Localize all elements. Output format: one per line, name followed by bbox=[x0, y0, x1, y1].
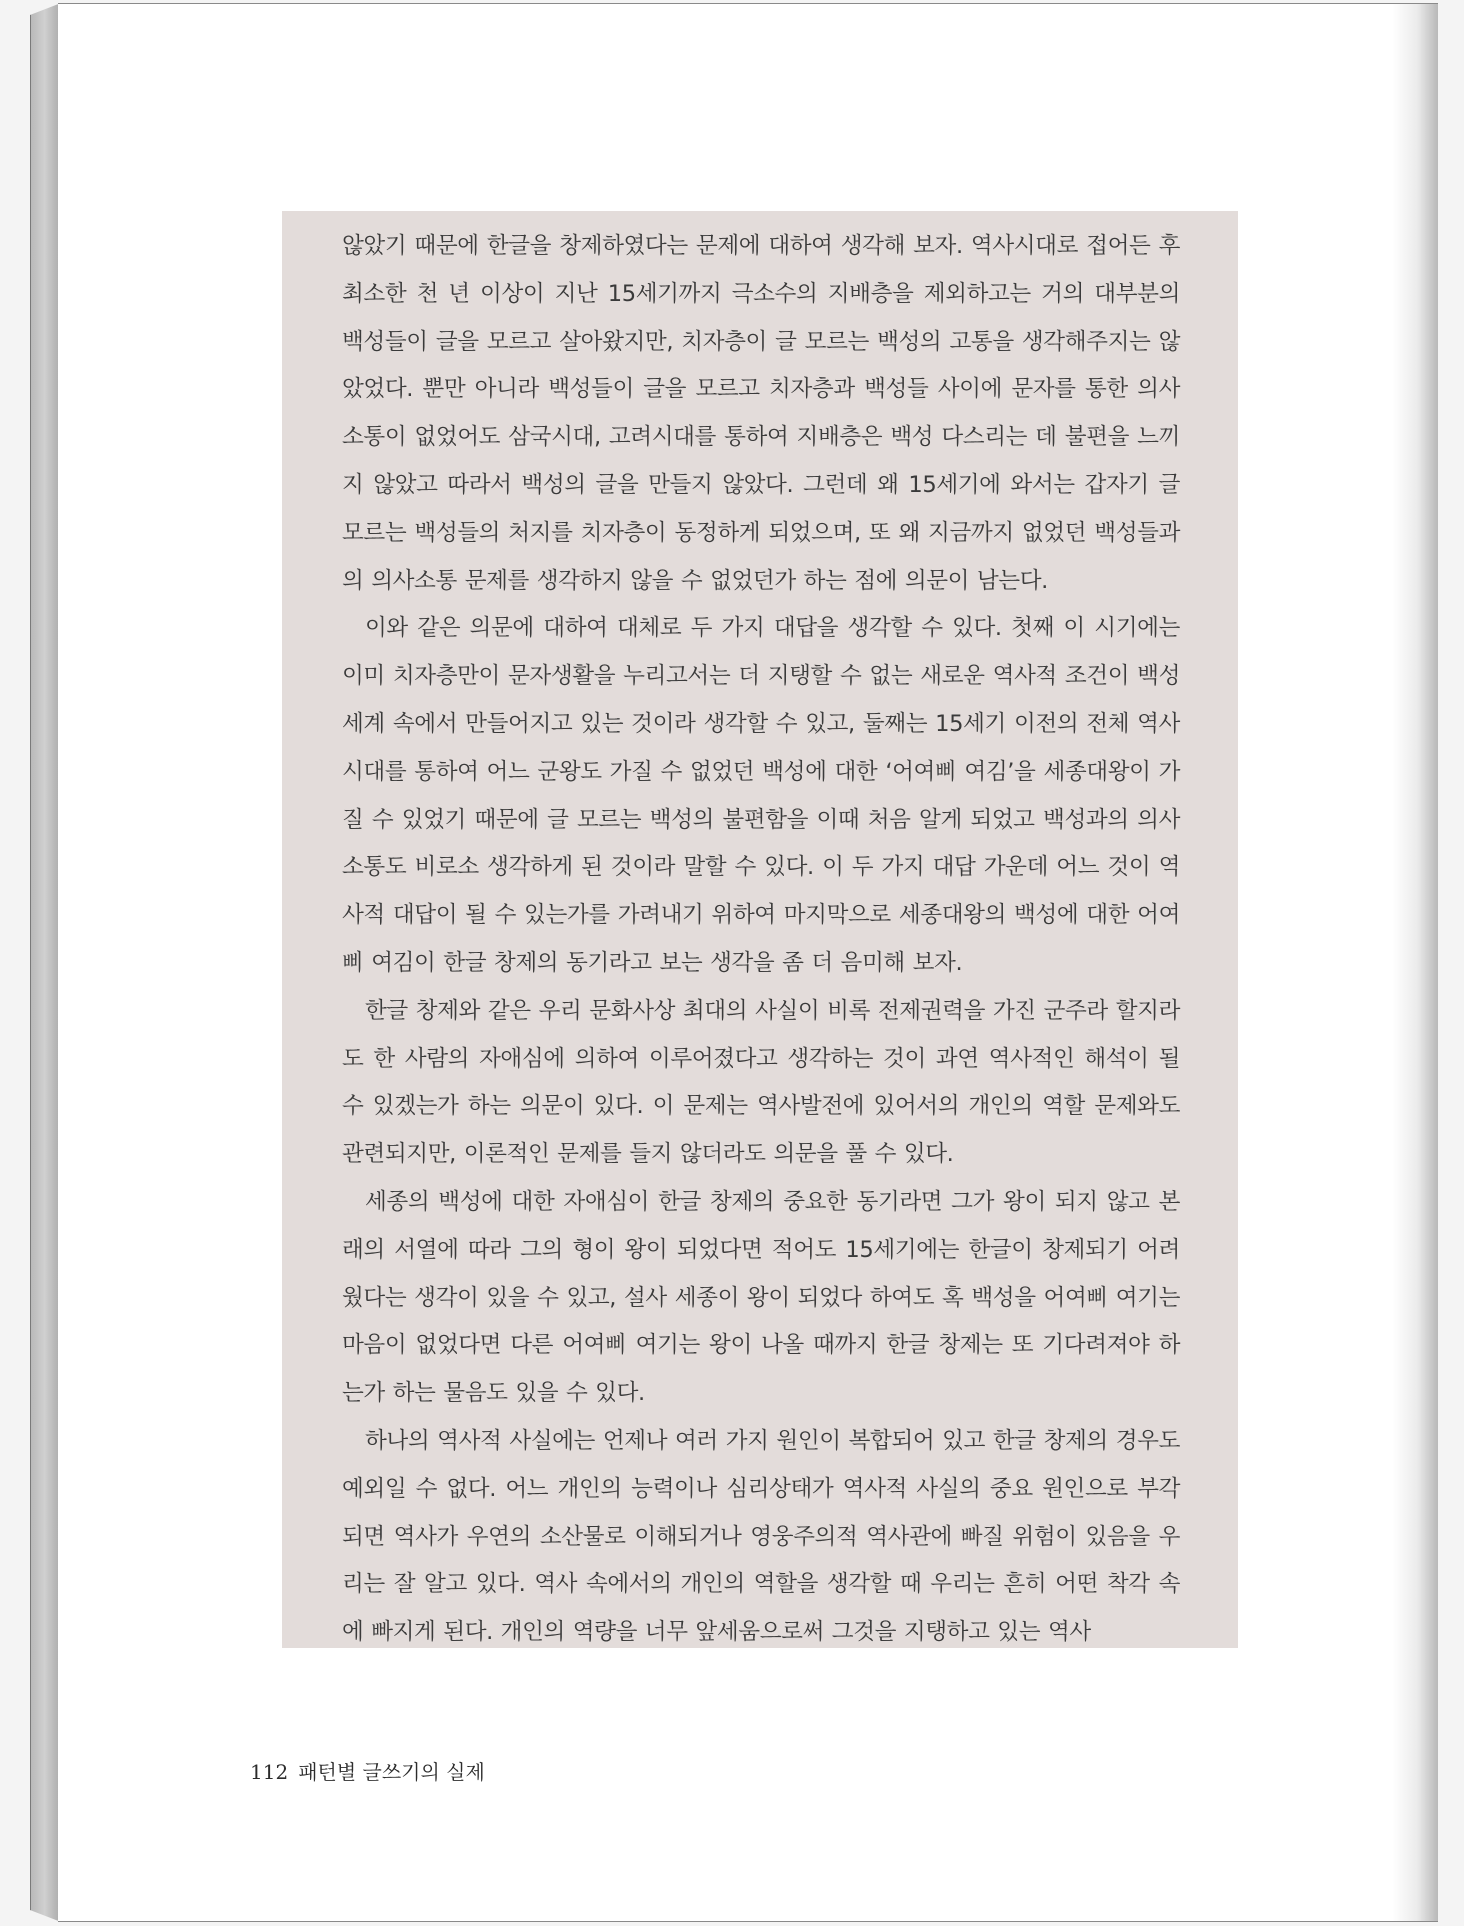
paragraph-3: 한글 창제와 같은 우리 문화사상 최대의 사실이 비록 전제권력을 가진 군주라 할지라도 한 사람의 자애심에 의하여 이루어졌다고 생각하는 것이 과연 역사적인 해석이 될 수 있겠는가 하는 의문이 있다. 이 문제는 역사발전에 있어서의 개인의 역할 문제와도 관련되지만, 이론적인 문제를 들지 않더라도 의문을 풀 수 있다. bbox=[342, 997, 1180, 1168]
paragraph-5: 하나의 역사적 사실에는 언제나 여러 가지 원인이 복합되어 있고 한글 창제의 경우도 예외일 수 없다. 어느 개인의 능력이나 심리상태가 역사적 사실의 중요 원인으로 부각되면 역사가 우연의 소산물로 이해되거나 영웅주의적 역사관에 빠질 위험이 있음을 우리는 잘 알고 있다. 역사 속에서의 개인의 역할을 생각할 때 우리는 흔히 어떤 착각 속에 빠지게 된다. 개인의 역량을 너무 앞세움으로써 그것을 지탱하고 있는 역사 bbox=[342, 1427, 1180, 1646]
page-number: 112 bbox=[250, 1760, 289, 1784]
paragraph-4: 세종의 백성에 대한 자애심이 한글 창제의 중요한 동기라면 그가 왕이 되지 않고 본래의 서열에 따라 그의 형이 왕이 되었다면 적어도 15세기에는 한글이 창제되기 어려웠다는 생각이 있을 수 있고, 설사 세종이 왕이 되었다 하여도 혹 백성을 어여삐 여기는 마음이 없었다면 다른 어여삐 여기는 왕이 나올 때까지 한글 창제는 또 기다려져야 하는가 하는 물음도 있을 수 있다. bbox=[342, 1188, 1180, 1407]
book-page bbox=[58, 3, 1438, 1922]
paragraph-1: 않았기 때문에 한글을 창제하였다는 문제에 대하여 생각해 보자. 역사시대로 접어든 후 최소한 천 년 이상이 지난 15세기까지 극소수의 지배층을 제외하고는 거의 대부분의 백성들이 글을 모르고 살아왔지만, 치자층이 글 모르는 백성의 고통을 생각해주지는 않았었다. 뿐만 아니라 백성들이 글을 모르고 치자층과 백성들 사이에 문자를 통한 의사소통이 없었어도 삼국시대, 고려시대를 통하여 지배층은 백성 다스리는 데 불편을 느끼지 않았고 따라서 백성의 글을 만들지 않았다. 그런데 왜 15세기에 와서는 갑자기 글 모르는 백성들의 처지를 치자층이 동정하게 되었으며, 또 왜 지금까지 없었던 백성들과의 의사소통 문제를 생각하지 않을 수 없었던가 하는 점에 의문이 남는다. bbox=[342, 233, 1180, 594]
book-spine bbox=[30, 3, 61, 1922]
page-footer bbox=[250, 1756, 485, 1785]
paragraph-2: 이와 같은 의문에 대하여 대체로 두 가지 대답을 생각할 수 있다. 첫째 이 시기에는 이미 치자층만이 문자생활을 누리고서는 더 지탱할 수 없는 새로운 역사적 조건이 백성 세계 속에서 만들어지고 있는 것이라 생각할 수 있고, 둘째는 15세기 이전의 전체 역사시대를 통하여 어느 군왕도 가질 수 없었던 백성에 대한 ‘어여삐 여김’을 세종대왕이 가질 수 있었기 때문에 글 모르는 백성의 불편함을 이때 처음 알게 되었고 백성과의 의사소통도 비로소 생각하게 된 것이라 말할 수 있다. 이 두 가지 대답 가운데 어느 것이 역사적 대답이 될 수 있는가를 가려내기 위하여 마지막으로 세종대왕의 백성에 대한 어여삐 여김이 한글 창제의 동기라고 보는 생각을 좀 더 음미해 보자. bbox=[342, 615, 1180, 976]
shaded-text-box bbox=[282, 211, 1238, 1648]
body-text bbox=[342, 223, 1180, 1648]
page-edge-shadow bbox=[1392, 4, 1438, 1921]
running-title: 패턴별 글쓰기의 실제 bbox=[298, 1760, 485, 1784]
